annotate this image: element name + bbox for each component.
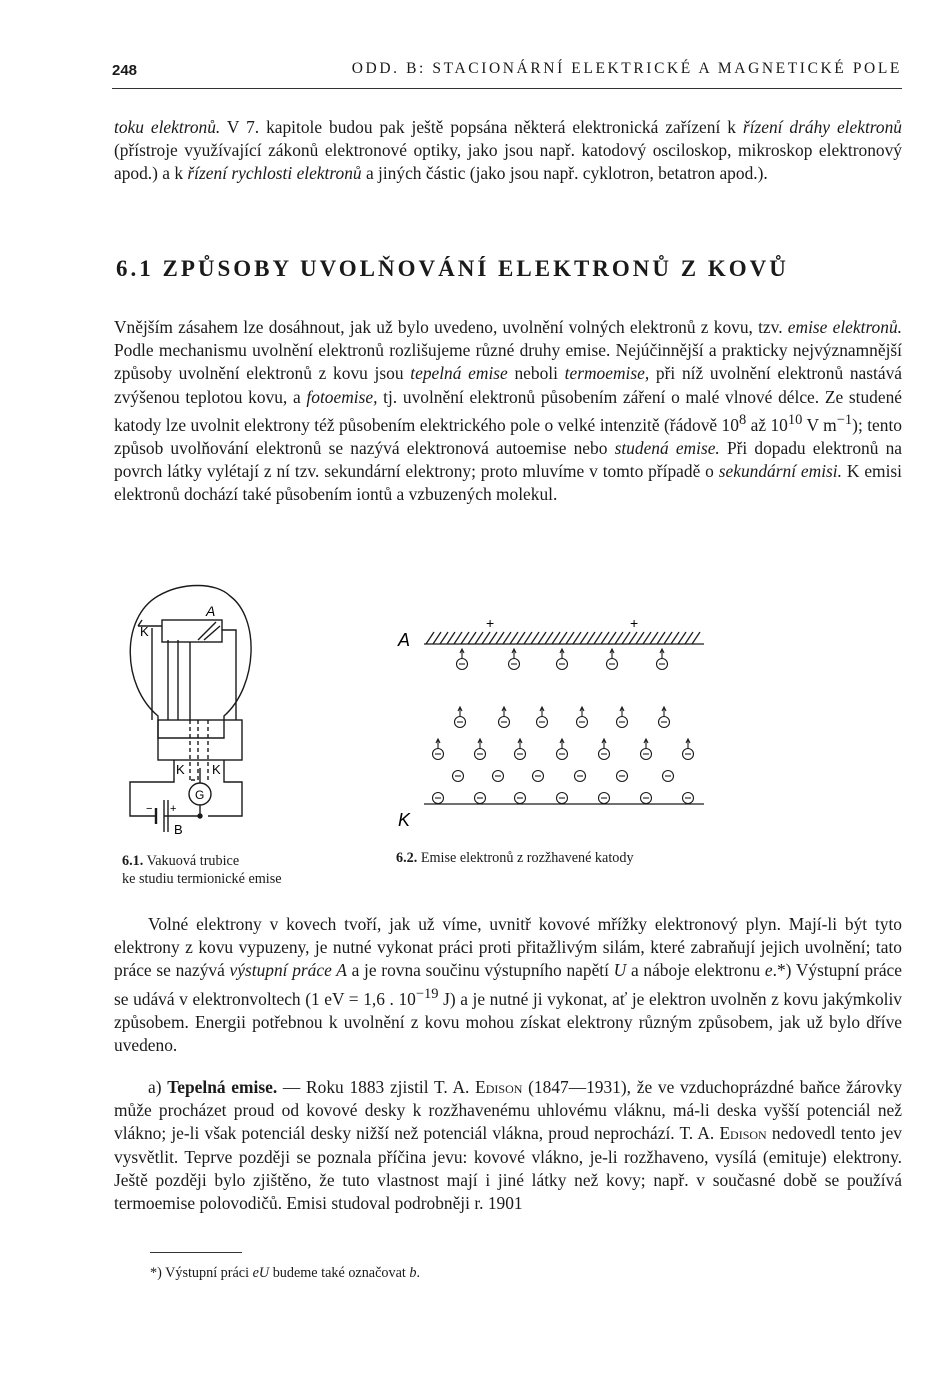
footnote xyxy=(150,1265,420,1282)
p2-text-1: Volné elektrony v kovech tvoří, jak už víme, uvnitř kovové mřížky elektronový plyn. Mají-li být tyto elektrony z kovu vypuzeny, je nutné vykonat práci proti přitažlivým silám, které zabraňují jejich uvolnění; tato práce se nazývá xyxy=(114,914,902,981)
hatch-stroke xyxy=(692,632,700,644)
p1-sup-3: −1 xyxy=(836,411,853,428)
intro-italic-2: řízení dráhy elektronů xyxy=(742,117,902,137)
p2-text-3: a náboje elektronu xyxy=(626,960,765,981)
p1-text-10: K emisi elektronů dochází také působením iontů a vzbuzených molekul. xyxy=(114,461,903,505)
p1-italic-2: tepelná emise xyxy=(410,363,508,384)
p1-sup-2: 10 xyxy=(787,411,803,428)
p1-text-9: Při dopadu elektronů na povrch látky vylétají z ní tzv. sekundární elektrony; proto mluvíme v tomto případě o xyxy=(114,437,902,482)
electron-icon xyxy=(575,771,586,782)
fig1-label-cathode-3: K xyxy=(212,762,221,777)
hatch-stroke xyxy=(489,632,497,644)
p1-text-6: až 10 xyxy=(746,414,788,435)
p1-text-1: Vnějším zásahem lze dosáhnout, jak už bylo uvedeno, uvolnění volných elektronů z kovu, tzv. xyxy=(114,317,788,337)
hatch-stroke xyxy=(685,632,693,644)
hatch-stroke xyxy=(531,632,539,644)
electron-icon xyxy=(457,649,468,670)
footnote-italic-2: b xyxy=(409,1265,417,1281)
p1-sup-1: 8 xyxy=(738,411,747,428)
hatch-stroke xyxy=(461,632,469,644)
tube-base xyxy=(158,720,242,760)
electron-icon xyxy=(475,793,486,804)
electron-icon xyxy=(641,739,652,760)
hatch-stroke xyxy=(601,632,609,644)
fig2-label-anode: A xyxy=(398,630,411,650)
hatch-stroke xyxy=(524,632,532,644)
hatch-stroke xyxy=(440,632,448,644)
electron-icon xyxy=(683,739,694,760)
fig1-label-cathode-2: K xyxy=(176,762,185,777)
page-number: 248 xyxy=(112,62,138,79)
anode-hatching xyxy=(426,632,700,644)
p2-sup-1: −19 xyxy=(415,985,439,1002)
p2-text-2: a je rovna součinu výstupního napětí xyxy=(346,960,614,981)
hatch-stroke xyxy=(559,632,567,644)
hatch-stroke xyxy=(454,632,462,644)
hatch-stroke xyxy=(643,632,651,644)
hatch-stroke xyxy=(433,632,441,644)
electron-field xyxy=(433,649,694,804)
intro-italic-3: řízení rychlosti elektronů xyxy=(187,163,362,184)
p1-italic-6: sekundární emisi. xyxy=(718,461,842,482)
hatch-stroke xyxy=(475,632,483,644)
hatch-stroke xyxy=(426,632,434,644)
hatch-stroke xyxy=(629,632,637,644)
intro-italic-1: toku elektronů. xyxy=(114,117,221,137)
figure-6-1-caption xyxy=(122,852,282,888)
electron-icon xyxy=(455,707,466,728)
hatch-stroke xyxy=(580,632,588,644)
figure-vacuum-tube xyxy=(112,578,372,840)
p1-text-7: V m xyxy=(802,414,837,435)
fig2-caption-number: 6.2. xyxy=(396,850,418,866)
fig1-caption-line-2: ke studiu termionické emise xyxy=(122,871,282,887)
p1-italic-1: emise elektronů. xyxy=(787,317,902,337)
electron-icon xyxy=(453,771,464,782)
electron-icon xyxy=(599,793,610,804)
p1-italic-4: fotoemise, xyxy=(306,386,378,407)
footnote-text-2: budeme také označovat xyxy=(269,1265,410,1281)
p1-italic-5: studená emise. xyxy=(614,437,720,458)
footnote-text-1: *) Výstupní práci xyxy=(150,1265,253,1281)
electron-icon xyxy=(499,707,510,728)
p1-text-8: ); tento způsob uvolňování elektronů se nazývá elektronová autoemise nebo xyxy=(114,414,902,458)
fig2-plus-2: + xyxy=(630,615,639,631)
fig2-caption-text: Emise elektronů z rozžhavené katody xyxy=(417,850,634,866)
hatch-stroke xyxy=(678,632,686,644)
p2-italic-2: U xyxy=(613,960,627,981)
hatch-stroke xyxy=(482,632,490,644)
hatch-stroke xyxy=(573,632,581,644)
electron-icon xyxy=(475,739,486,760)
hatch-stroke xyxy=(636,632,644,644)
electron-icon xyxy=(515,739,526,760)
fig1-label-plus: + xyxy=(170,803,177,815)
hatch-stroke xyxy=(657,632,665,644)
fig2-label-cathode: K xyxy=(398,810,411,830)
fig2-plus-1: + xyxy=(486,615,495,631)
electron-icon xyxy=(433,739,444,760)
hatch-stroke xyxy=(503,632,511,644)
hatch-stroke xyxy=(545,632,553,644)
paragraph-emission xyxy=(114,316,902,506)
p2-italic-1: výstupní práce A xyxy=(229,960,347,981)
hatch-stroke xyxy=(594,632,602,644)
electron-icon xyxy=(557,793,568,804)
p3-text-4: nedovedl tento jev vysvětlit. Teprve později se poznala příčina jevu: kovové vlákno, je-li rozžhaveno, vysílá (emituje) elektrony. Ještě později bylo zjištěno, že tuto vlastnost mají i jiné látky než kovy; např. v současné době se používá termoemise polovodičů. Emisi studoval podrobněji r. 1901 xyxy=(114,1123,902,1214)
electron-icon xyxy=(557,739,568,760)
fig1-label-galvanometer: G xyxy=(195,788,205,802)
electron-icon xyxy=(617,707,628,728)
intro-text-1: V 7. kapitole budou pak ještě popsána některá elektronická zařízení k xyxy=(220,117,743,137)
hatch-stroke xyxy=(615,632,623,644)
fig1-label-minus: − xyxy=(146,803,153,815)
p1-text-5: tj. uvolnění elektronů působením záření o malé vlnové délce. Ze studené katody lze uvolnit elektrony též působením elektrického pole o velké intenzitě (řádově 10 xyxy=(114,386,903,435)
running-head: ODD. B: STACIONÁRNÍ ELEKTRICKÉ A MAGNETICKÉ POLE xyxy=(351,60,902,77)
hatch-stroke xyxy=(671,632,679,644)
section-heading: 6.1 ZPŮSOBY UVOLŇOVÁNÍ ELEKTRONŮ Z KOVŮ xyxy=(116,256,789,281)
electron-icon xyxy=(493,771,504,782)
hatch-stroke xyxy=(447,632,455,644)
fig1-label-anode: A xyxy=(206,603,216,619)
p3-name-edison-1: Edison xyxy=(475,1077,523,1097)
fig1-label-cathode: K xyxy=(140,624,149,639)
anode-plate xyxy=(162,620,222,642)
p3-bold-1: Tepelná emise. xyxy=(167,1077,278,1097)
p1-text-4: při níž uvolnění elektronů nastává zvýšenou teplotou kovu, a xyxy=(114,363,903,407)
p3-text-1: a) xyxy=(148,1077,168,1097)
electron-icon xyxy=(433,793,444,804)
hatch-stroke xyxy=(566,632,574,644)
electron-icon xyxy=(599,739,610,760)
hatch-stroke xyxy=(622,632,630,644)
hatch-stroke xyxy=(496,632,504,644)
hatch-stroke xyxy=(538,632,546,644)
figure-6-2-caption xyxy=(396,849,634,867)
electron-icon xyxy=(663,771,674,782)
p3-text-3: (1847—1931), že ve vzduchoprázdné baňce žárovky může procházet proud od kovové desky k rozžhavenému uhlovému vláknu, má-li deska vyšší potenciál než vlákno; je-li však potenciál desky nižší než potenciál vlákna, proud neprochází. T. A. xyxy=(114,1077,903,1144)
p1-text-2: Podle mechanismu uvolnění elektronů rozlišujeme různé druhy emise. Nejúčinnější a prakticky nejvýznamnější způsoby uvolnění elektronů z kovu jsou xyxy=(114,340,902,384)
electron-icon xyxy=(607,649,618,670)
p2-italic-3: e xyxy=(764,960,773,981)
electron-icon xyxy=(577,707,588,728)
hatch-stroke xyxy=(552,632,560,644)
fig1-caption-line-1: Vakuová trubice xyxy=(143,853,240,869)
electron-icon xyxy=(659,707,670,728)
footnote-rule xyxy=(150,1252,242,1253)
page-header xyxy=(112,58,902,89)
electron-icon xyxy=(617,771,628,782)
hatch-stroke xyxy=(608,632,616,644)
intro-text-3: a jiných částic (jako jsou např. cyklotron, betatron apod.). xyxy=(361,163,768,184)
electron-icon xyxy=(515,793,526,804)
p3-name-edison-2: Edison xyxy=(719,1123,767,1144)
footnote-italic-1: eU xyxy=(252,1265,270,1281)
p2-text-5: J) a je nutné ji vykonat, ať je elektron uvolněn z kovu jakýmkoliv způsobem. Energii potřebnou k uvolnění z kovu mohou získat elektrony různým způsobem, jak už bylo dříve uvedeno. xyxy=(114,988,903,1055)
hatch-stroke xyxy=(587,632,595,644)
electron-icon xyxy=(641,793,652,804)
hatch-stroke xyxy=(664,632,672,644)
fig1-caption-number: 6.1. xyxy=(122,853,144,869)
p3-text-2: — Roku 1883 zjistil T. A. xyxy=(277,1077,476,1097)
p1-italic-3: termoemise, xyxy=(564,363,650,384)
intro-paragraph xyxy=(114,116,902,186)
fig1-label-battery: B xyxy=(174,822,183,837)
hatch-stroke xyxy=(517,632,525,644)
hatch-stroke xyxy=(650,632,658,644)
p1-text-3: neboli xyxy=(507,363,565,384)
figure-cathode-emission xyxy=(392,606,722,836)
p2-text-4: .*) Výstupní práce se udává v elektronvoltech (1 eV = 1,6 . 10 xyxy=(114,960,902,1009)
paragraph-work-function xyxy=(114,913,902,1057)
paragraph-thermal-emission xyxy=(114,1076,902,1215)
footnote-text-3: . xyxy=(416,1265,421,1281)
electron-icon xyxy=(683,793,694,804)
hatch-stroke xyxy=(468,632,476,644)
electron-icon xyxy=(533,771,544,782)
intro-text-2: (přístroje využívající zákonů elektronové optiky, jako jsou např. katodový osciloskop, mikroskop elektronový apod.) a k xyxy=(114,140,902,184)
electron-icon xyxy=(537,707,548,728)
electron-icon xyxy=(557,649,568,670)
electron-icon xyxy=(657,649,668,670)
electron-icon xyxy=(509,649,520,670)
hatch-stroke xyxy=(510,632,518,644)
